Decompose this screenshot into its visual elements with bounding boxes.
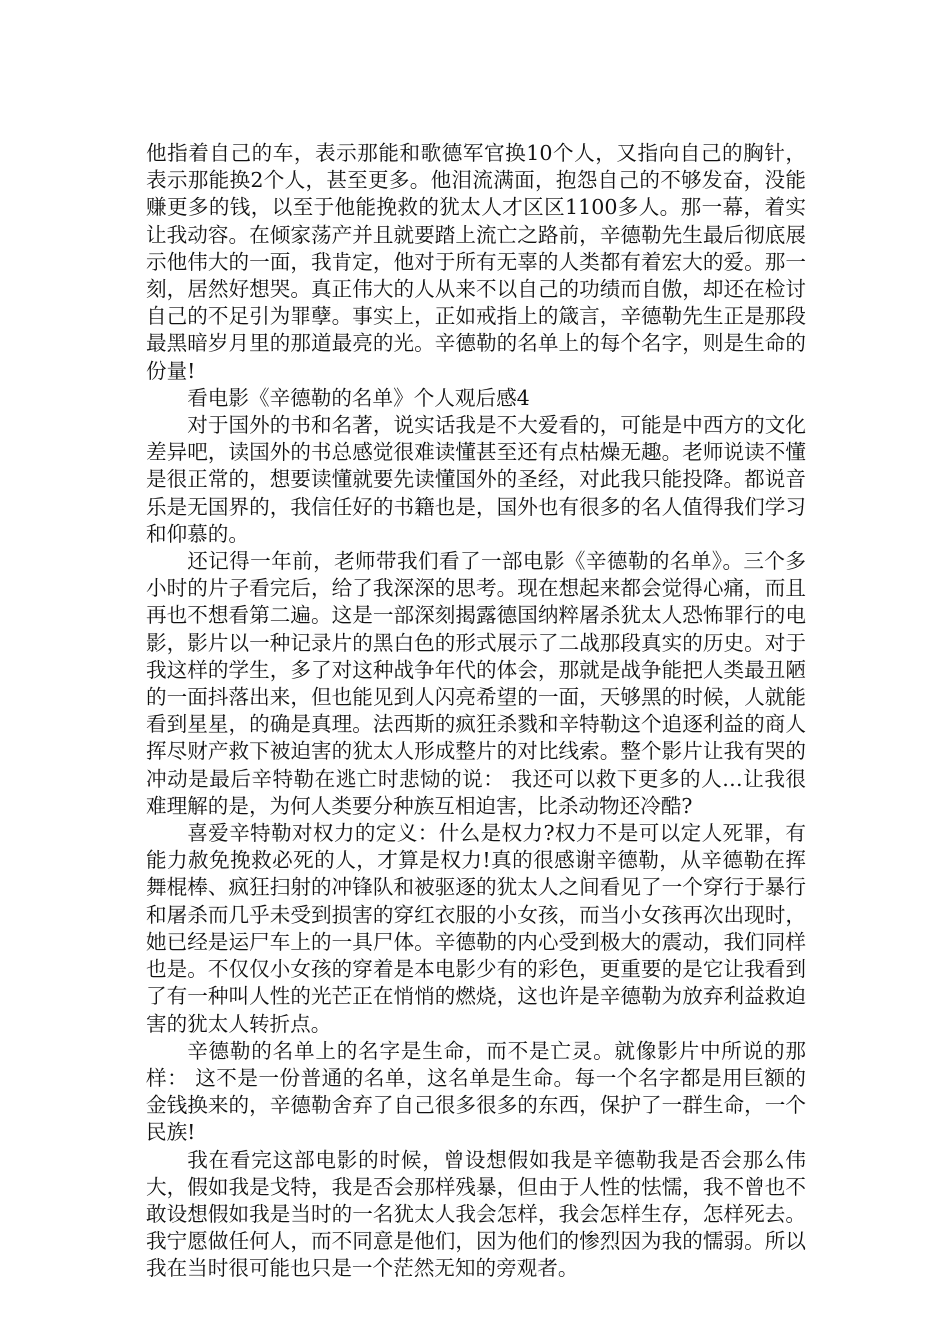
paragraph: 喜爱辛特勒对权力的定义：什么是权力?权力不是可以定人死罪，有能力赦免挽救必死的人，才算是权力!真的很感谢辛德勒，从辛德勒在挥舞棍棒、疯狂扫射的冲锋队和被驱逐的犹太人之间看见了一个穿行于暴行和屠杀而几乎未受到损害的穿红衣服的小女孩，而当小女孩再次出现时，她已经是运尸车上的一具尸体。辛德勒的内心受到极大的震动，我们同样也是。不仅仅小女孩的穿着是本电影少有的彩色，更重要的是它让我看到了有一种叫人性的光芒正在悄悄的燃烧，这也许是辛德勒为放弃利益救迫害的犹太人转折点。 [146, 821, 806, 1036]
paragraph: 还记得一年前，老师带我们看了一部电影《辛德勒的名单》。三个多小时的片子看完后，给了我深深的思考。现在想起来都会觉得心痛，而且再也不想看第二遍。这是一部深刻揭露德国纳粹屠杀犹太人恐怖罪行的电影，影片以一种记录片的黑白色的形式展示了二战那段真实的历史。对于我这样的学生，多了对这种战争年代的体会，那就是战争能把人类最丑陋的一面抖落出来，但也能见到人闪亮希望的一面，天够黑的时候，人就能看到星星，的确是真理。法西斯的疯狂杀戮和辛特勒这个追逐利益的商人挥尽财产救下被迫害的犹太人形成整片的对比线索。整个影片让我有哭的冲动是最后辛特勒在逃亡时悲恸的说： 我还可以救下更多的人…让我很难理解的是，为何人类要分种族互相迫害，比杀动物还冷酷? [146, 549, 806, 818]
paragraph: 对于国外的书和名著，说实话我是不大爱看的，可能是中西方的文化差异吧，读国外的书总感觉很难读懂甚至还有点枯燥无趣。老师说读不懂是很正常的，想要读懂就要先读懂国外的圣经，对此我只能投降。都说音乐是无国界的，我信任好的书籍也是，国外也有很多的名人值得我们学习和仰慕的。 [146, 413, 806, 546]
paragraph: 辛德勒的名单上的名字是生命，而不是亡灵。就像影片中所说的那样： 这不是一份普通的名单，这名单是生命。每一个名字都是用巨额的金钱换来的，辛德勒舍弃了自己很多很多的东西，保护了一群生命，一个民族! [146, 1038, 806, 1145]
section-heading: 看电影《辛德勒的名单》个人观后感4 [187, 385, 530, 410]
document-body [146, 140, 806, 1283]
paragraph: 我在看完这部电影的时候，曾设想假如我是辛德勒我是否会那么伟大，假如我是戈特，我是否会那样残暴，但由于人性的怯懦，我不曾也不敢设想假如我是当时的一名犹太人我会怎样，我会怎样生存，怎样死去。我宁愿做任何人，而不同意是他们，因为他们的惨烈因为我的懦弱。所以我在当时很可能也只是一个茫然无知的旁观者。 [146, 1147, 806, 1281]
paragraph-continuation: 他指着自己的车，表示那能和歌德军官换10个人，又指向自己的胸针，表示那能换2个人，甚至更多。他泪流满面，抱怨自己的不够发奋，没能赚更多的钱，以至于他能挽救的犹太人才区区1100多人。那一幕，着实让我动容。在倾家荡产并且就要踏上流亡之路前，辛德勒先生最后彻底展示他伟大的一面，我肯定，他对于所有无辜的人类都有着宏大的爱。那一刻，居然好想哭。真正伟大的人从来不以自己的功绩而自傲，却还在检讨自己的不足引为罪孽。事实上，正如戒指上的箴言，辛德勒先生正是那段最黑暗岁月里的那道最亮的光。辛德勒的名单上的每个名字，则是生命的份量! [146, 141, 806, 383]
